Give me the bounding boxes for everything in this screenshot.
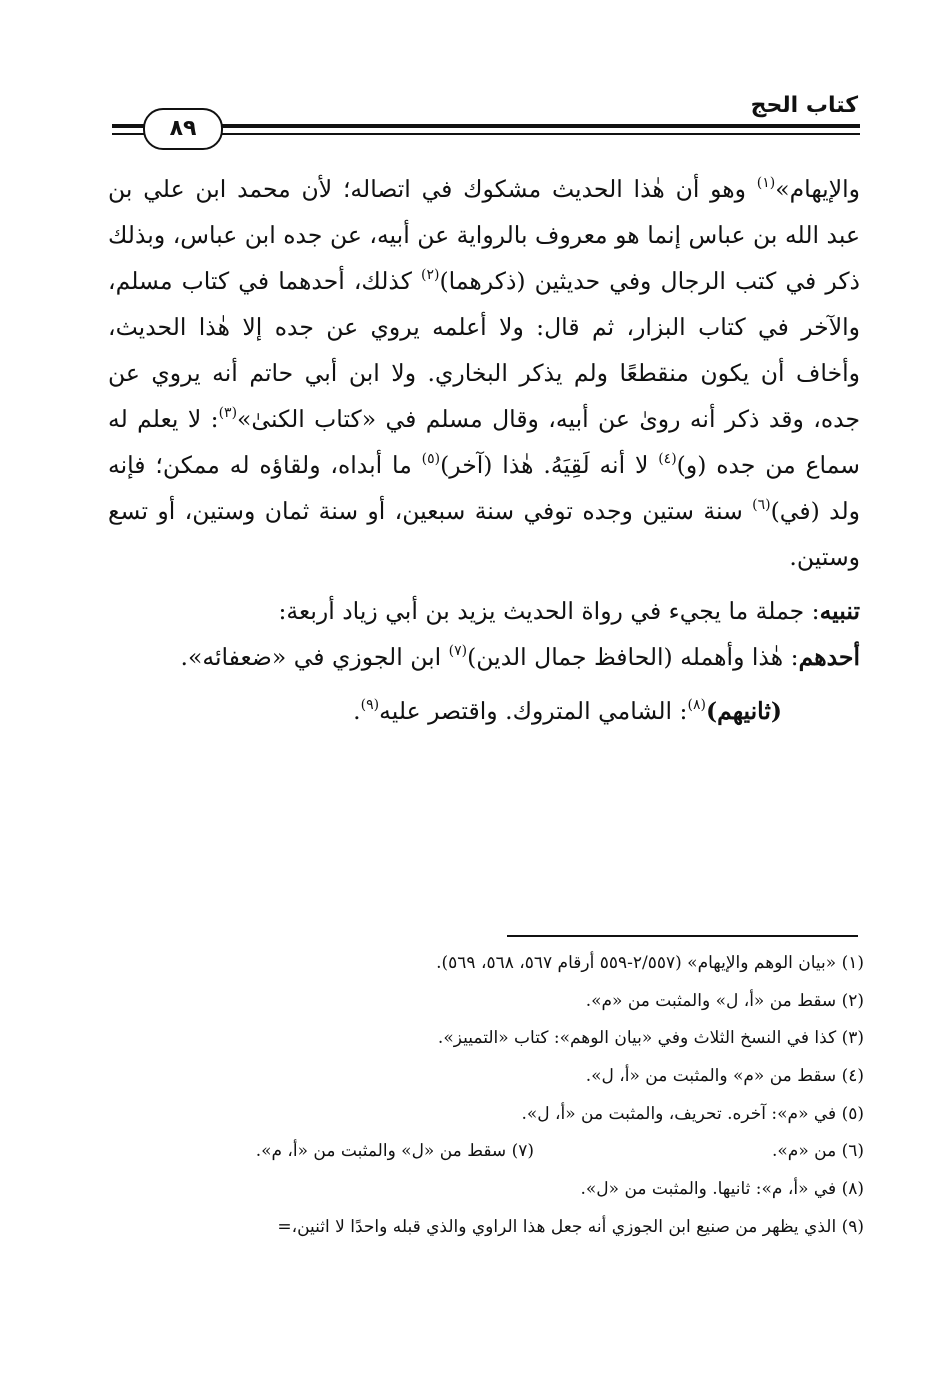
footnote-1: (١) «بيان الوهم والإيهام» (٢/٥٥٧-٥٥٩ أرقام ٥٦٧، ٥٦٨، ٥٦٩). [436, 953, 864, 973]
footnote-ref-1: (١) [756, 175, 776, 191]
footnote-2: (٢) سقط من «أ، ل» والمثبت من «م». [585, 990, 864, 1011]
text-run: : هٰذا وأهمله (الحافظ جمال الدين) [467, 643, 799, 671]
page-number: ٨٩ [143, 108, 223, 150]
note-heading: تنبيه [819, 597, 860, 625]
item-heading-second: (ثانيهم) [705, 697, 782, 725]
text-run: لا أنه لَقِيَهُ. هٰذا (آخر) [440, 451, 659, 479]
footnote-separator [507, 935, 858, 937]
paragraph-3 [108, 634, 860, 680]
footnote-4: (٤) سقط من «م» والمثبت من «أ، ل». [585, 1066, 864, 1087]
running-title: كتاب الحج [750, 93, 858, 118]
main-text [108, 166, 860, 734]
footnotes [108, 945, 864, 1247]
footnote-ref-8: (٨) [687, 697, 706, 713]
text-run: سنة ستين وجده توفي سنة سبعين، أو سنة ثمان وستين، أو تسع وستين. [108, 497, 860, 571]
footnote-7: (٧) سقط من «ل» والمثبت من «أ، م». [255, 1141, 534, 1162]
footnote-3: (٣) كذا في النسخ الثلاث وفي «بيان الوهم»: كتاب «التمييز». [437, 1028, 864, 1049]
text-run: : لا يعلم له سماع من جده (و) [108, 405, 860, 479]
text-run: ابن الجوزي في «ضعفائه». [180, 643, 449, 671]
text-run: : الشامي المتروك. واقتصر عليه [379, 697, 688, 725]
text-run: . [353, 697, 361, 725]
footnote-9: (٩) الذي يظهر من صنيع ابن الجوزي أنه جعل هذا الراوي والذي قبله واحدًا لا اثنين،= [277, 1216, 864, 1237]
text-run: : جملة ما يجيء في رواة الحديث يزيد بن أبي زياد أربعة: [278, 597, 820, 625]
text-run: وهو أن هٰذا الحديث مشكوك في اتصاله؛ لأن محمد ابن علي بن عبد الله بن عباس إنما هو معروف بالرواية عن أبيه، عن جده ابن عباس، وبذلك ذكر في كتب الرجال وفي حديثين (ذكرهما) [108, 175, 860, 295]
footnote-5: (٥) في «م»: آخره. تحريف، والمثبت من «أ، ل». [521, 1103, 864, 1124]
text-run: والإيهام» [775, 175, 860, 203]
paragraph-4 [108, 688, 860, 734]
header-rule-thin [112, 133, 860, 135]
footnote-6: (٦) من «م». [772, 1141, 864, 1162]
footnote-ref-4: (٤) [658, 451, 677, 467]
item-heading-first: أحدهم [798, 643, 860, 671]
text-run: كذلك، أحدهما في كتاب مسلم، والآخر في كتاب البزار، ثم قال: ولا أعلمه يروي عن جده إلا هٰذا الحديث، وأخاف أن يكون منقطعًا ولم يذكر البخاري. ولا ابن أبي حاتم أنه يروي عن جده، وقد ذكر أنه روىٰ عن أبيه، وقال مسلم في «كتاب الكنىٰ» [108, 267, 860, 433]
footnote-8: (٨) في «أ، م»: ثانيها. والمثبت من «ل». [580, 1179, 864, 1200]
footnote-ref-7: (٧) [448, 643, 468, 659]
footnote-ref-2: (٢) [421, 267, 440, 283]
paragraph-2 [108, 588, 860, 634]
text-run: ما أبداه، ولقاؤه له ممكن؛ فإنه ولد (في) [108, 451, 860, 525]
footnote-ref-3: (٣) [218, 405, 238, 421]
header-rule-thick [112, 124, 860, 128]
paragraph-1 [108, 166, 860, 580]
footnote-ref-5: (٥) [421, 451, 441, 467]
footnote-ref-9: (٩) [360, 697, 380, 713]
footnote-pair [108, 1133, 864, 1171]
footnote-ref-6: (٦) [752, 497, 771, 513]
